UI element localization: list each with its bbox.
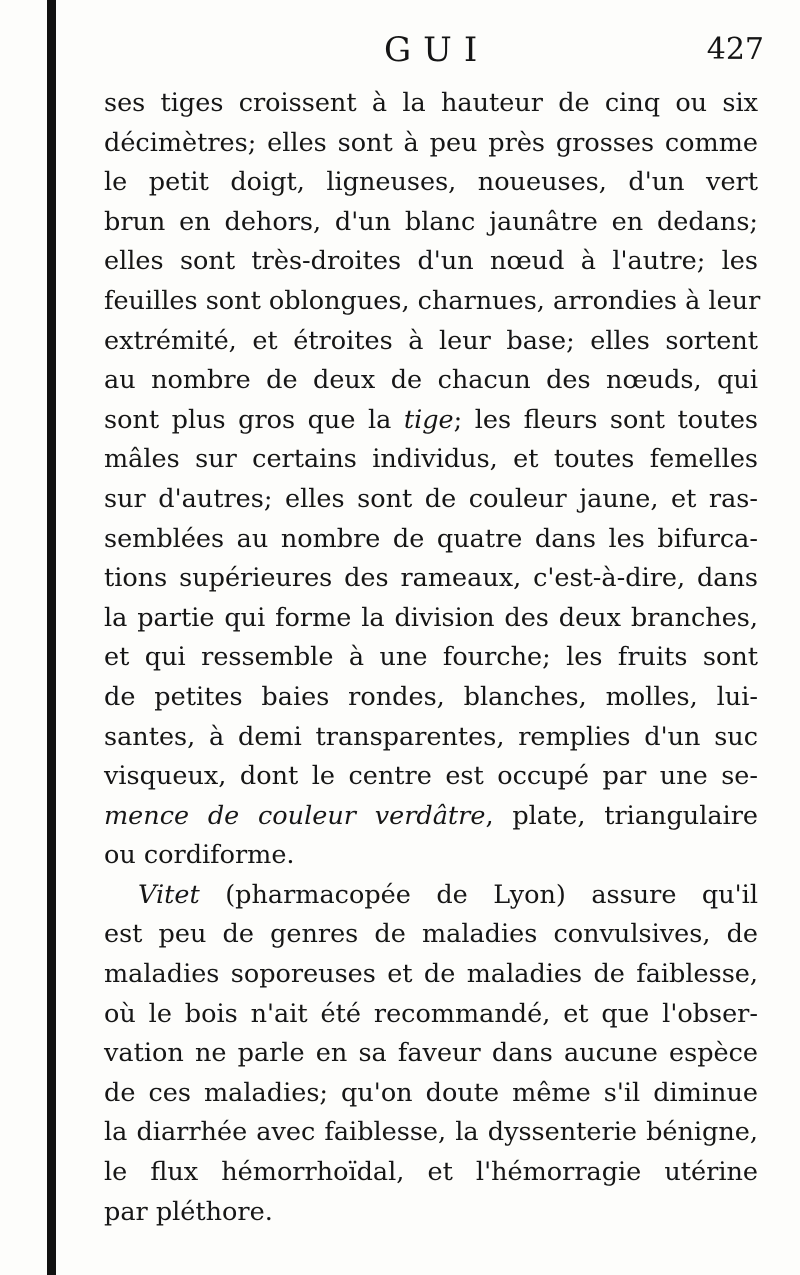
text-line: mâles sur certains individus, et toutes femelles (104, 444, 758, 475)
text-line: tions supérieures des rameaux, c'est-à-dire, dans (104, 563, 758, 594)
binding-edge (47, 0, 56, 1275)
text-line: feuilles sont oblongues, charnues, arrondies à leur (104, 285, 761, 316)
text-line-paragraph-start: Vitet (pharmacopée de Lyon) assure qu'il (138, 879, 758, 910)
text-line: maladies soporeuses et de maladies de faiblesse, (104, 959, 758, 990)
body-text (104, 84, 761, 1232)
running-title: GUI (384, 30, 490, 70)
text-line: le flux hémorrhoïdal, et l'hémorragie utérine (104, 1157, 758, 1188)
text-line: santes, à demi transparentes, remplies d'un suc (104, 721, 758, 752)
text-line: semblées au nombre de quatre dans les bifurca- (104, 523, 758, 554)
running-head (104, 30, 764, 74)
text-line: vation ne parle en sa faveur dans aucune espèce (104, 1038, 758, 1069)
text-line: de ces maladies; qu'on doute même s'il diminue (104, 1077, 758, 1108)
text-line: le petit doigt, ligneuses, noueuses, d'un vert (104, 167, 758, 198)
text-line: par pléthore. (104, 1196, 273, 1227)
text-line: de petites baies rondes, blanches, molles, lui- (104, 681, 758, 712)
text-line: décimètres; elles sont à peu près grosses comme (104, 127, 758, 158)
text-line: et qui ressemble à une fourche; les fruits sont (104, 642, 758, 673)
text-line: la diarrhée avec faiblesse, la dyssenterie bénigne, (104, 1117, 758, 1148)
text-line: où le bois n'ait été recommandé, et que l'obser- (104, 998, 758, 1029)
text-line: ses tiges croissent à la hauteur de cinq ou six (104, 88, 758, 118)
text-line: extrémité, et étroites à leur base; elles sortent (104, 325, 758, 356)
text-line: elles sont très-droites d'un nœud à l'autre; les (104, 246, 758, 277)
text-line: la partie qui forme la division des deux branches, (104, 602, 758, 633)
text-line: est peu de genres de maladies convulsives, de (104, 919, 758, 950)
text-line: sont plus gros que la tige; les fleurs sont toutes (104, 404, 758, 435)
text-line: au nombre de deux de chacun des nœuds, qui (104, 365, 758, 396)
text-line: mence de couleur verdâtre, plate, triangulaire (104, 800, 758, 831)
text-line: visqueux, dont le centre est occupé par une se- (104, 761, 758, 792)
text-line: ou cordiforme. (104, 840, 295, 871)
page-number: 427 (706, 32, 764, 67)
text-line: sur d'autres; elles sont de couleur jaune, et ras- (104, 483, 758, 514)
text-line: brun en dehors, d'un blanc jaunâtre en dedans; (104, 206, 758, 237)
